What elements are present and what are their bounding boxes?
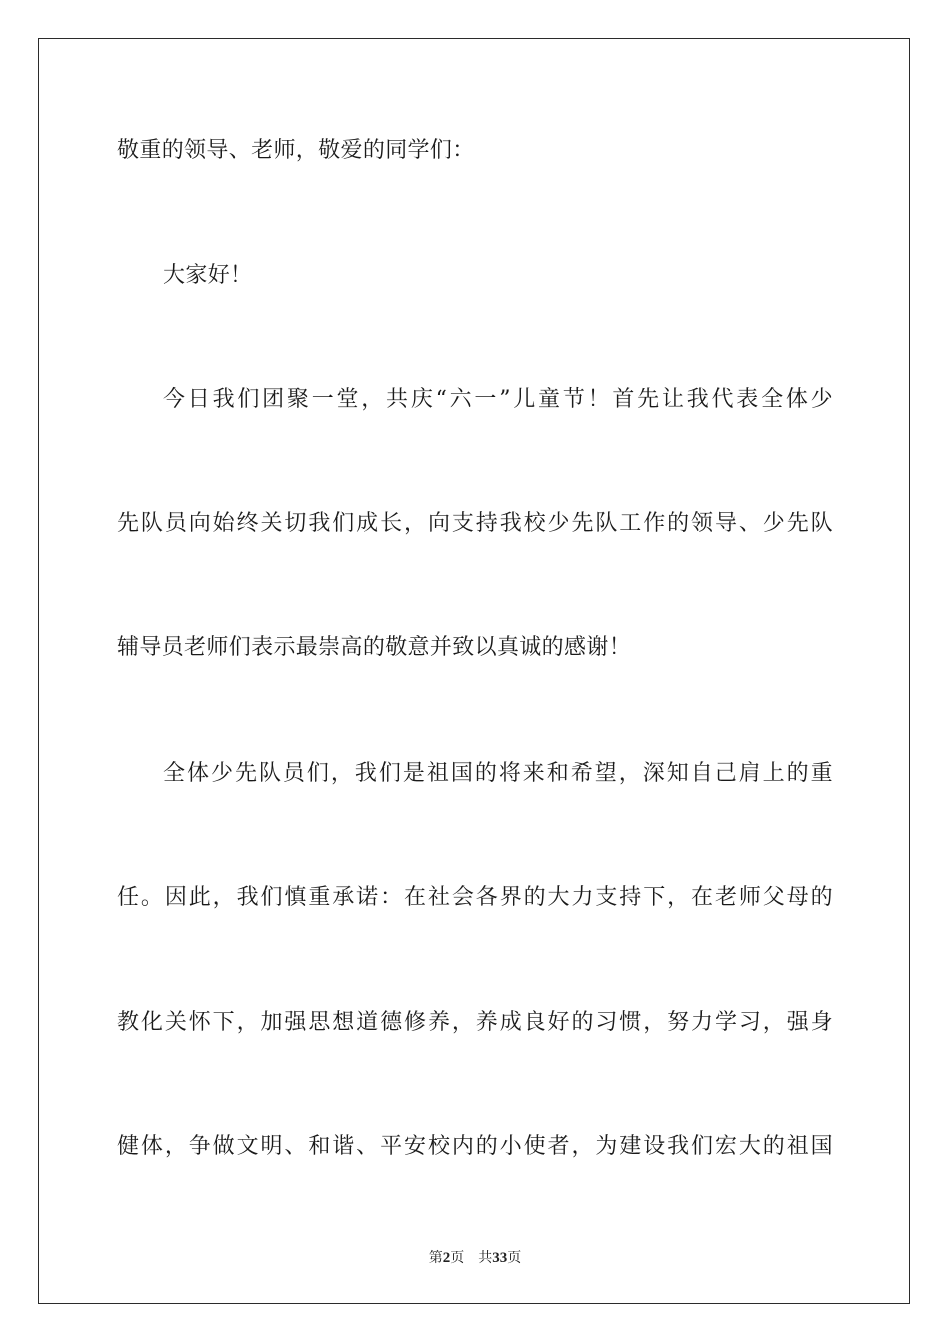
page-footer bbox=[0, 1249, 950, 1267]
page-border bbox=[38, 38, 910, 1304]
total-pages: 33 bbox=[492, 1250, 508, 1266]
paragraph-3-line-1: 全体少先队员们，我们是祖国的将来和希望，深知自己肩上的重 bbox=[163, 761, 833, 786]
greeting-line: 敬重的领导、老师，敬爱的同学们： bbox=[117, 138, 475, 163]
paragraph-3-line-3: 教化关怀下，加强思想道德修养，养成良好的习惯，努力学习，强身 bbox=[117, 1010, 833, 1035]
paragraph-1-line-1: 大家好！ bbox=[163, 263, 253, 288]
total-suffix: 页 bbox=[507, 1250, 522, 1266]
page-suffix: 页 bbox=[450, 1250, 465, 1266]
paragraph-3-line-2: 任。因此，我们慎重承诺：在社会各界的大力支持下，在老师父母的 bbox=[117, 885, 833, 910]
total-prefix: 共 bbox=[478, 1250, 493, 1266]
paragraph-2-line-1: 今日我们团聚一堂，共庆“六一”儿童节！首先让我代表全体少 bbox=[163, 387, 833, 412]
page-number: 2 bbox=[442, 1250, 451, 1266]
page-prefix: 第 bbox=[428, 1250, 443, 1266]
paragraph-2-line-2: 先队员向始终关切我们成长，向支持我校少先队工作的领导、少先队 bbox=[117, 511, 833, 536]
paragraph-3-line-4: 健体，争做文明、和谐、平安校内的小使者，为建设我们宏大的祖国 bbox=[117, 1134, 833, 1159]
paragraph-2-line-3: 辅导员老师们表示最崇高的敬意并致以真诚的感谢！ bbox=[117, 635, 632, 660]
